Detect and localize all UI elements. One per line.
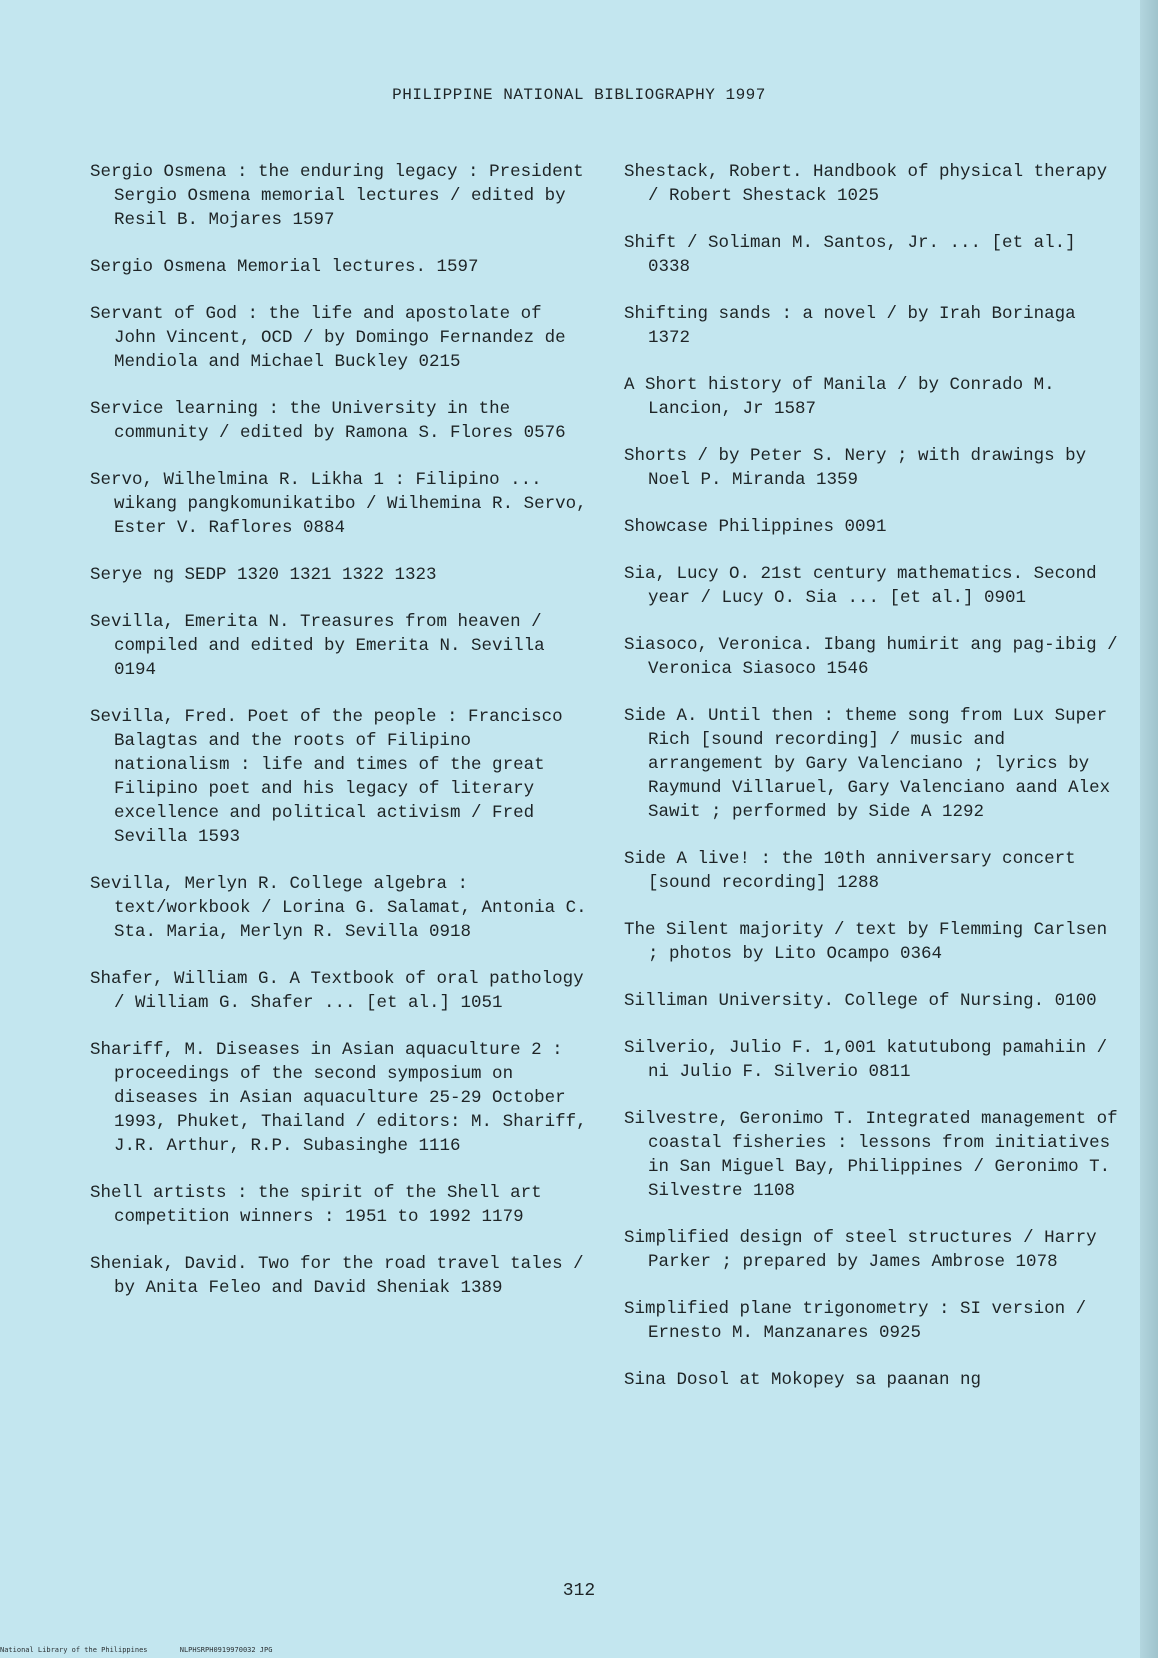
- bibliography-entry: Silliman University. College of Nursing. 0100: [624, 991, 1097, 1011]
- bibliography-entry: Sevilla, Fred. Poet of the people : Francisco Balagtas and the roots of Filipino nationalism : life and times of the great Filipino poet and his legacy of literary excellence and political activism / Fred Sevilla 1593: [90, 707, 574, 847]
- bibliography-entry: Shariff, M. Diseases in Asian aquaculture 2 : proceedings of the second symposium on diseases in Asian aquaculture 25-29 October 1993, Phuket, Thailand / editors: M. Shariff, J.R. Arthur, R.P. Subasinghe 1116: [90, 1040, 598, 1156]
- left-column: [90, 160, 598, 1323]
- page-edge-shadow: [1140, 0, 1158, 1658]
- bibliography-entry: Simplified plane trigonometry : SI version / Ernesto M. Manzanares 0925: [624, 1299, 1097, 1343]
- bibliography-entry: A Short history of Manila / by Conrado M. Lancion, Jr 1587: [624, 375, 1066, 419]
- bibliography-entry: Showcase Philippines 0091: [624, 517, 887, 537]
- bibliography-entry: Servant of God : the life and apostolate of John Vincent, OCD / by Domingo Fernandez de Mendiola and Michael Buckley 0215: [90, 304, 577, 372]
- bibliography-entry: Servo, Wilhelmina R. Likha 1 : Filipino ... wikang pangkomunikatibo / Wilhemina R. Servo, Ester V. Raflores 0884: [90, 470, 598, 538]
- bibliography-entry: Sina Dosol at Mokopey sa paanan ng: [624, 1370, 982, 1390]
- bibliography-entry: Sevilla, Merlyn R. College algebra : text/workbook / Lorina G. Salamat, Antonia C. Sta. Maria, Merlyn R. Sevilla 0918: [90, 874, 598, 942]
- bibliography-entry: Simplified design of steel structures / Harry Parker ; prepared by James Ambrose 1078: [624, 1228, 1108, 1272]
- bibliography-entry: Silvestre, Geronimo T. Integrated management of coastal fisheries : lessons from initiatives in San Miguel Bay, Philippines / Geronimo T. Silvestre 1108: [624, 1109, 1129, 1201]
- bibliography-entry: Service learning : the University in the community / edited by Ramona S. Flores 0576: [90, 399, 566, 443]
- bibliography-entry: Shafer, William G. A Textbook of oral pathology / William G. Shafer ... [et al.] 1051: [90, 969, 595, 1013]
- scan-footer: [0, 1646, 300, 1654]
- bibliography-entry: Sevilla, Emerita N. Treasures from heaven / compiled and edited by Emerita N. Sevilla 0194: [90, 612, 556, 680]
- footer-file-id: NLPHSRPH0919970032 JPG: [179, 1646, 273, 1654]
- bibliography-entry: Shifting sands : a novel / by Irah Borinaga 1372: [624, 304, 1087, 348]
- bibliography-entry: The Silent majority / text by Flemming Carlsen ; photos by Lito Ocampo 0364: [624, 920, 1118, 964]
- bibliography-entry: Sergio Osmena Memorial lectures. 1597: [90, 257, 479, 277]
- bibliography-entry: Shestack, Robert. Handbook of physical therapy / Robert Shestack 1025: [624, 162, 1118, 206]
- bibliography-entry: Side A live! : the 10th anniversary concert [sound recording] 1288: [624, 849, 1087, 893]
- bibliography-entry: Sheniak, David. Two for the road travel tales / by Anita Feleo and David Sheniak 1389: [90, 1254, 595, 1298]
- bibliography-entry: Sergio Osmena : the enduring legacy : President Sergio Osmena memorial lectures / edited by Resil B. Mojares 1597: [90, 162, 595, 230]
- page-header: PHILIPPINE NATIONAL BIBLIOGRAPHY 1997: [392, 86, 766, 104]
- bibliography-entry: Silverio, Julio F. 1,001 katutubong pamahiin / ni Julio F. Silverio 0811: [624, 1038, 1118, 1082]
- bibliography-entry: Serye ng SEDP 1320 1321 1322 1323: [90, 565, 437, 585]
- bibliography-entry: Siasoco, Veronica. Ibang humirit ang pag-ibig / Veronica Siasoco 1546: [624, 635, 1129, 679]
- bibliography-entry: Sia, Lucy O. 21st century mathematics. Second year / Lucy O. Sia ... [et al.] 0901: [624, 564, 1108, 608]
- bibliography-entry: Shorts / by Peter S. Nery ; with drawings by Noel P. Miranda 1359: [624, 446, 1097, 490]
- page-number: 312: [562, 1581, 596, 1601]
- bibliography-entry: Side A. Until then : theme song from Lux Super Rich [sound recording] / music and arrangement by Gary Valenciano ; lyrics by Raymund Villaruel, Gary Valenciano aand Alex Sawit ; performed by Side A 1292: [624, 706, 1121, 822]
- right-column: [624, 160, 1129, 1415]
- bibliography-entry: Shell artists : the spirit of the Shell art competition winners : 1951 to 1992 1179: [90, 1183, 553, 1227]
- footer-library: National Library of the Philippines: [0, 1646, 148, 1654]
- bibliography-entry: Shift / Soliman M. Santos, Jr. ... [et al.] 0338: [624, 233, 1087, 277]
